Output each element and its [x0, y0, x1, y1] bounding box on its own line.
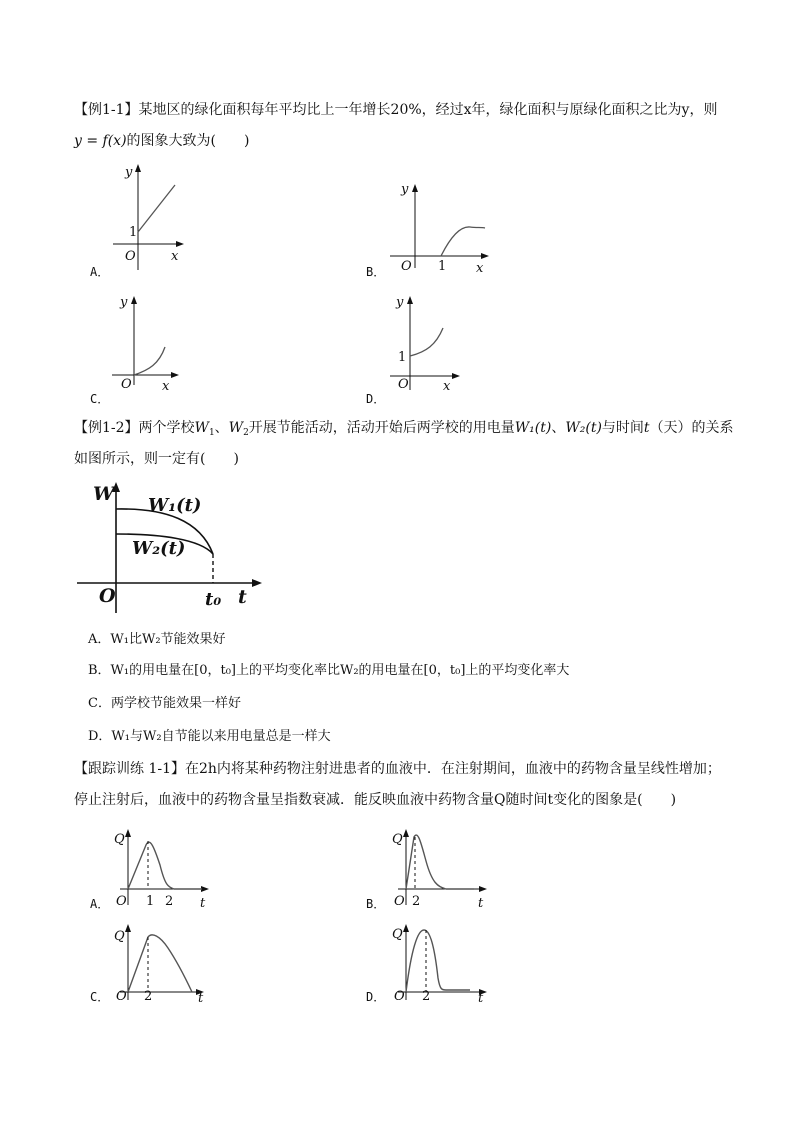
graph-c-y-label: y — [120, 295, 128, 310]
example-1-1-question: 的图象大致为( ) — [126, 133, 250, 149]
track-d-q-label: Q — [392, 927, 403, 942]
school-w2: W — [228, 420, 244, 436]
track-c-t-label: t — [198, 991, 204, 1006]
graph-a-origin: O — [125, 249, 136, 264]
track-b-q-label: Q — [392, 832, 403, 847]
track-b-origin: O — [394, 894, 405, 909]
track-graph-c — [110, 920, 215, 1005]
graph-a-y-label: y — [125, 165, 133, 180]
graph-d-y-label: y — [396, 295, 404, 310]
option-a-label: A． — [90, 265, 110, 279]
graph-b-origin: O — [401, 259, 412, 274]
option-b-label: B． — [366, 265, 386, 279]
track-text1: 在2h内将某种药物注射进患者的血液中．在注射期间，血液中的药物含量呈线性增加； — [185, 761, 721, 777]
example-1-2-text-b: 开展节能活动，活动开始后两学校的用电量 — [248, 420, 515, 436]
graph-d-one: 1 — [398, 350, 407, 365]
graph-c-x-label: x — [162, 379, 170, 394]
graph-b-one: 1 — [438, 259, 447, 274]
graph-a-x-label: x — [171, 249, 179, 264]
graph-t0-label: t₀ — [205, 589, 222, 610]
option-d: D．W₁与W₂自节能以来用电量总是一样大 — [88, 729, 331, 744]
track-b-two: 2 — [412, 894, 421, 909]
track-d-origin: O — [394, 989, 405, 1004]
track-c-origin: O — [116, 989, 127, 1004]
example-1-2-text-c: 与时间 — [601, 420, 644, 436]
graph-d-origin: O — [398, 377, 409, 392]
graph-w1-label: W₁(t) — [148, 495, 202, 516]
example-1-2-text-d: （天）的关系 — [649, 420, 734, 436]
example-1-2-text-a: 两个学校 — [138, 420, 195, 436]
var-t: t — [643, 420, 650, 436]
example-1-2-line2: 如图所示，则一定有( ) — [74, 451, 239, 467]
graph-1-1-d — [388, 290, 468, 395]
track-graph-d — [388, 920, 493, 1005]
school-w1: W — [194, 420, 209, 436]
graph-a-one: 1 — [129, 225, 138, 240]
graph-1-1-a — [105, 160, 195, 275]
school-w1-sub: 1 — [208, 428, 215, 438]
graph-1-1-b — [385, 178, 495, 278]
track-line1 — [74, 759, 721, 779]
option-d-label: D． — [366, 392, 386, 406]
track-a-one: 1 — [146, 894, 155, 909]
track-graph-b — [388, 825, 493, 910]
example-1-2-line1 — [74, 418, 734, 443]
track-line2: 停止注射后，血液中的药物含量呈指数衰减．能反映血液中药物含量Q随时间t变化的图象是( ) — [74, 792, 677, 808]
graph-origin: O — [99, 585, 116, 607]
separator: 、 — [214, 420, 229, 436]
option-a: A．W₁比W₂节能效果好 — [88, 632, 226, 647]
option-c: C．两学校节能效果一样好 — [88, 696, 241, 711]
school-w2-sub: 2 — [243, 428, 249, 438]
example-1-1-text: 某地区的绿化面积每年平均比上一年增长20%，经过x年，绿化面积与原绿化面积之比为y，则 — [138, 102, 718, 118]
graph-b-y-label: y — [401, 182, 409, 197]
option-c-label: C． — [90, 392, 110, 406]
track-option-d-label: D． — [366, 990, 386, 1004]
graph-1-1-c — [107, 290, 187, 394]
example-1-1-line2 — [74, 131, 249, 151]
graph-t-label: t — [238, 586, 247, 608]
graph-c-origin: O — [121, 377, 132, 392]
track-option-a-label: A． — [90, 897, 110, 911]
function-notation: y = f(x) — [74, 133, 127, 149]
track-a-two: 2 — [165, 894, 174, 909]
graph-w-label: W — [93, 483, 115, 505]
func-w2: W₂(t) — [565, 420, 602, 436]
track-b-t-label: t — [478, 896, 484, 911]
track-option-c-label: C． — [90, 990, 110, 1004]
separator-2: 、 — [551, 420, 566, 436]
example-1-1-tag: 【例1-1】 — [74, 102, 139, 118]
track-graph-a — [110, 825, 215, 910]
example-1-1-line1 — [74, 100, 717, 120]
option-b: B．W₁的用电量在[0，t₀]上的平均变化率比W₂的用电量在[0，t₀]上的平均变化率大 — [88, 663, 570, 678]
graph-b-x-label: x — [476, 261, 484, 276]
graph-1-2 — [75, 478, 270, 613]
track-a-q-label: Q — [114, 832, 125, 847]
track-d-two: 2 — [422, 989, 431, 1004]
track-tag: 【跟踪训练 1-1】 — [74, 761, 185, 777]
graph-w2-label: W₂(t) — [132, 538, 186, 559]
track-c-two: 2 — [144, 989, 153, 1004]
example-1-2-tag: 【例1-2】 — [74, 420, 139, 436]
graph-d-x-label: x — [443, 379, 451, 394]
track-a-t-label: t — [200, 896, 206, 911]
func-w1: W₁(t) — [514, 420, 552, 436]
track-a-origin: O — [116, 894, 127, 909]
track-option-b-label: B． — [366, 897, 386, 911]
track-c-q-label: Q — [114, 929, 125, 944]
track-d-t-label: t — [478, 991, 484, 1006]
